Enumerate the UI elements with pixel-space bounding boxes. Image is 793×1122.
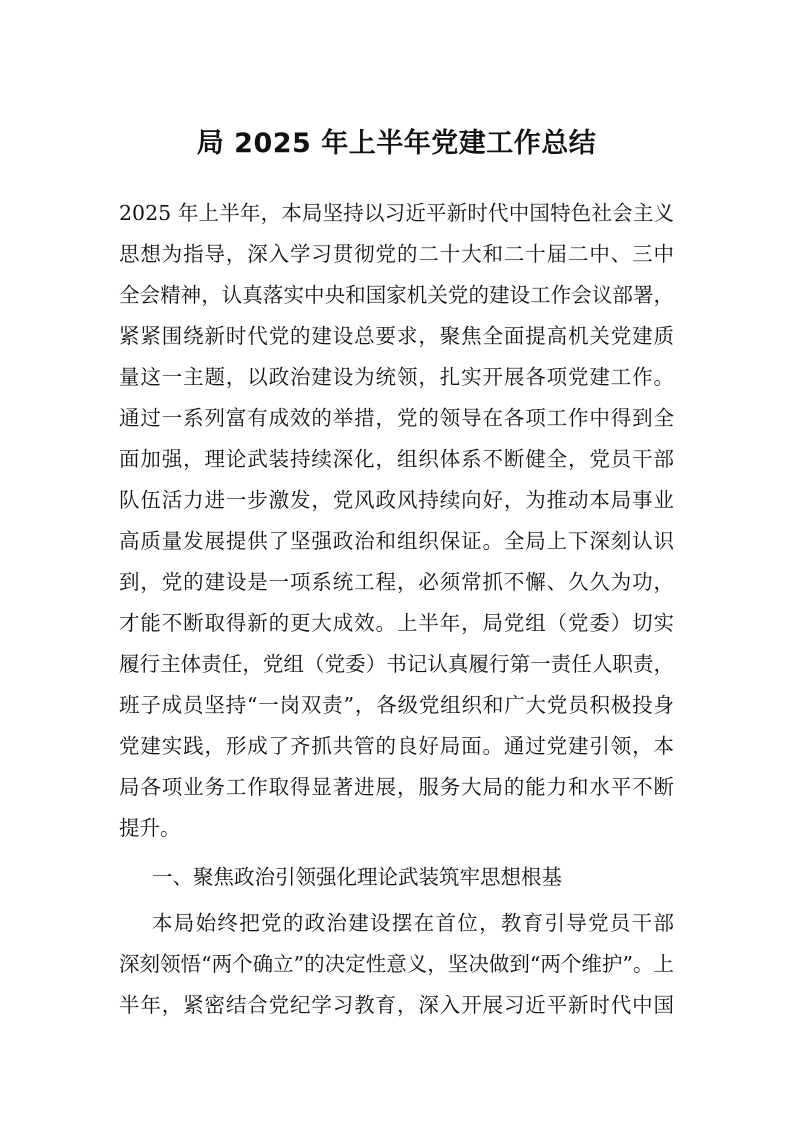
body-line: 思想为指导，深入学习贯彻党的二十大和二十届二中、三中: [119, 242, 674, 266]
document-title: 局 2025 年上半年党建工作总结: [196, 128, 597, 159]
body-line: 班子成员坚持“一岗双责”，各级党组织和广大党员积极投身: [119, 693, 674, 717]
body-line: 面加强，理论武装持续深化，组织体系不断健全，党员干部: [119, 447, 674, 471]
body-line: 才能不断取得新的更大成效。上半年，局党组（党委）切实: [119, 611, 674, 635]
body-line: 队伍活力进一步激发，党风政风持续向好，为推动本局事业: [119, 488, 674, 512]
body-line: 量这一主题，以政治建设为统领，扎实开展各项党建工作。: [119, 365, 674, 389]
body-line: 到，党的建设是一项系统工程，必须常抓不懈、久久为功，: [119, 570, 674, 594]
body-line: 紧紧围绕新时代党的建设总要求，聚焦全面提高机关党建质: [119, 324, 674, 348]
section-heading: 一、聚焦政治引领强化理论武装筑牢思想根基: [152, 865, 562, 889]
body-line: 提升。: [119, 816, 181, 840]
body-line: 高质量发展提供了坚强政治和组织保证。全局上下深刻认识: [119, 529, 674, 553]
body-line: 深刻领悟“两个确立”的决定性意义，坚决做到“两个维护”。上: [119, 952, 674, 976]
body-line: 履行主体责任，党组（党委）书记认真履行第一责任人职责，: [119, 652, 674, 676]
body-line: 2025 年上半年，本局坚持以习近平新时代中国特色社会主义: [119, 201, 674, 225]
body-line: 党建实践，形成了齐抓共管的良好局面。通过党建引领，本: [119, 734, 674, 758]
body-line: 半年，紧密结合党纪学习教育，深入开展习近平新时代中国: [119, 993, 674, 1017]
body-line: 本局始终把党的政治建设摆在首位，教育引导党员干部: [152, 911, 674, 935]
body-line: 全会精神，认真落实中央和国家机关党的建设工作会议部署，: [119, 283, 674, 307]
body-line: 通过一系列富有成效的举措，党的领导在各项工作中得到全: [119, 406, 674, 430]
body-line: 局各项业务工作取得显著进展，服务大局的能力和水平不断: [119, 775, 674, 799]
